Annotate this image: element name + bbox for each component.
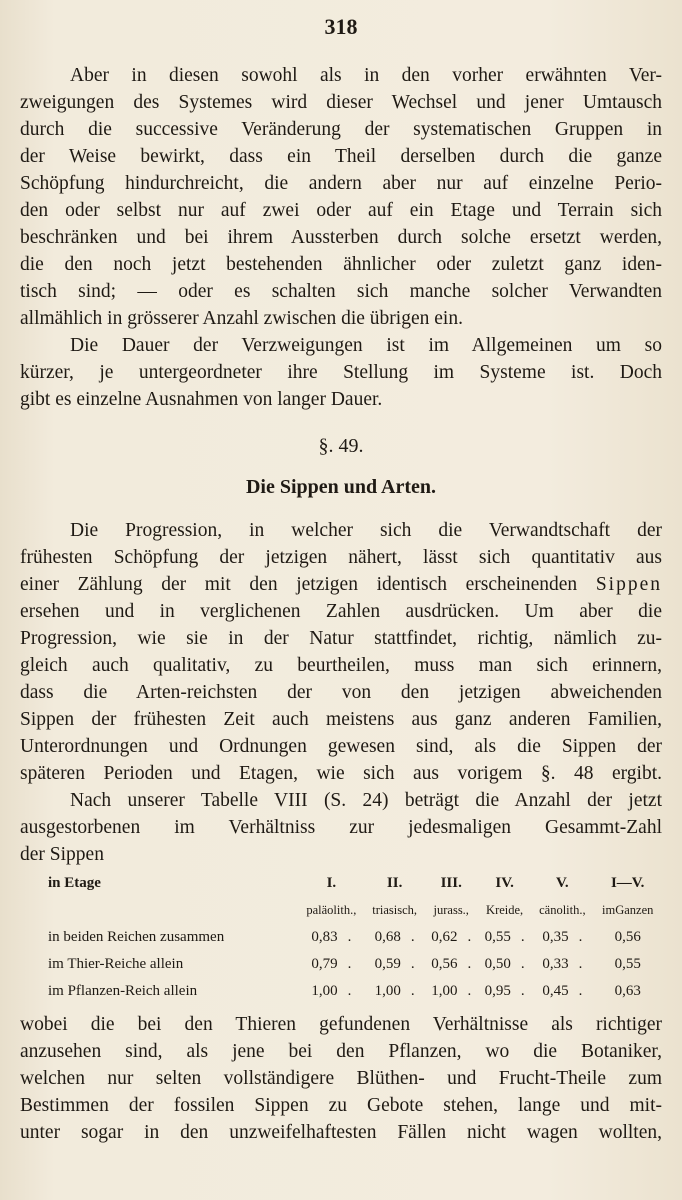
column-header: IV.: [495, 875, 514, 891]
row-label: im Pflanzen-Reich allein: [48, 983, 198, 999]
ratio-table: [20, 870, 662, 1005]
table-cell: 0,55 .: [484, 929, 525, 945]
table-cell: 0,95 .: [484, 983, 525, 999]
column-subheader: Kreide,: [486, 903, 524, 917]
text-line: gibt es einzelne Ausnahmen von langer Dauer.: [20, 389, 383, 410]
spaced-word: Sippen: [595, 574, 662, 595]
text-line: Unterordnungen und Ordnungen gewesen sind, als die Sippen der: [20, 736, 662, 757]
text-line: Nach unserer Tabelle VIII (S. 24) beträgt die Anzahl der jetzt: [70, 790, 662, 811]
table-cell: 0,33 .: [542, 956, 583, 972]
column-header: I.: [326, 875, 337, 891]
page-body: [20, 62, 662, 1146]
value-separator: .: [520, 956, 525, 972]
table-cell: 0,83 .: [311, 929, 352, 945]
table-row: [20, 978, 662, 1005]
value-separator: .: [347, 956, 352, 972]
page-number: 318: [324, 14, 358, 39]
table-cell: 0,59 .: [374, 956, 415, 972]
table-cell: 1,00 .: [431, 983, 472, 999]
column-subheader: paläolith.,: [306, 903, 357, 917]
text-line: frühesten Schöpfung der jetzigen nähert, lässt sich quantitativ aus: [20, 547, 662, 568]
table-row: [20, 924, 662, 951]
table-cell: 0,63: [614, 983, 641, 999]
text-line: anzusehen sind, als jene bei den Pflanzen, wo die Botaniker,: [20, 1041, 662, 1062]
section-title: Die Sippen und Arten.: [245, 476, 437, 498]
text-line: beschränken und bei ihrem Aussterben durch solche ersetzt werden,: [20, 227, 662, 248]
text-line: unter sogar in den unzweifelhaftesten Fällen nicht wagen wollten,: [20, 1122, 662, 1143]
text-line: Die Progression, in welcher sich die Verwandtschaft der: [70, 520, 662, 541]
paragraph-4: [20, 787, 662, 868]
column-subheader: jurass.,: [433, 903, 469, 917]
column-header: II.: [386, 875, 403, 891]
text-line: dass die Arten-reichsten der von den jetzigen abweichenden: [20, 682, 662, 703]
paragraph-1: [20, 62, 662, 332]
table-header-label: in Etage: [48, 875, 101, 891]
row-label: im Thier-Reiche allein: [48, 956, 184, 972]
value-separator: .: [410, 956, 415, 972]
table-header-row: [20, 870, 662, 897]
text-line: Bestimmen der fossilen Sippen zu Gebote stehen, lange und mit-: [20, 1095, 662, 1116]
text-line-with-spaced-word: [20, 571, 662, 598]
row-label: in beiden Reichen zusammen: [48, 929, 225, 945]
table-cell: 0,68 .: [374, 929, 415, 945]
table-cell: 0,35 .: [542, 929, 583, 945]
table-cell: 0,56 .: [431, 956, 472, 972]
value-separator: .: [467, 956, 472, 972]
text-line: allmählich in grösserer Anzahl zwischen die übrigen ein.: [20, 308, 463, 329]
column-subheader: cänolith.,: [539, 903, 586, 917]
column-header: V.: [556, 875, 569, 891]
value-separator: .: [578, 929, 583, 945]
text-line: wobei die bei den Thieren gefundenen Verhältnisse als richtiger: [20, 1014, 662, 1035]
table-cell: 0,56: [614, 929, 641, 945]
text-line: den oder selbst nur auf zwei oder auf ein Etage und Terrain sich: [20, 200, 662, 221]
paragraph-3: [20, 517, 662, 787]
text-line: Sippen der frühesten Zeit auch meistens aus ganz anderen Familien,: [20, 709, 662, 730]
paragraph-5: [20, 1011, 662, 1146]
column-subheader: imGanzen: [602, 903, 654, 917]
text-line: späteren Perioden und Etagen, wie sich aus vorigem §. 48 ergibt.: [20, 763, 662, 784]
value-separator: .: [578, 983, 583, 999]
column-header: III.: [440, 875, 462, 891]
text-line: ersehen und in verglichenen Zahlen ausdrücken. Um aber die: [20, 601, 662, 622]
text-line: tisch sind; — oder es schalten sich manche solcher Verwandten: [20, 281, 662, 302]
value-separator: .: [410, 983, 415, 999]
value-separator: .: [520, 983, 525, 999]
text-line: der Sippen: [20, 844, 104, 865]
text-line: Aber in diesen sowohl als in den vorher erwähnten Ver-: [70, 65, 662, 86]
value-separator: .: [578, 956, 583, 972]
text-line: ausgestorbenen im Verhältniss zur jedesmaligen Gesammt-Zahl: [20, 817, 662, 838]
table-cell: 1,00 .: [311, 983, 352, 999]
text-fragment: einer Zählung der mit den jetzigen identisch erscheinenden: [20, 574, 578, 595]
value-separator: .: [467, 983, 472, 999]
table-cell: 0,50 .: [484, 956, 525, 972]
text-line: welchen nur selten vollständigere Blüthen- und Frucht-Theile zum: [20, 1068, 662, 1089]
section-number: §. 49.: [318, 435, 364, 457]
table-subheader-row: [20, 897, 662, 924]
value-separator: .: [520, 929, 525, 945]
text-line: durch die successive Veränderung der systematischen Gruppen in: [20, 119, 662, 140]
column-subheader: triasisch,: [372, 903, 418, 917]
value-separator: .: [347, 983, 352, 999]
table-cell: 0,62 .: [431, 929, 472, 945]
value-separator: .: [347, 929, 352, 945]
text-line: zweigungen des Systemes wird dieser Wechsel und jener Umtausch: [20, 92, 662, 113]
table-cell: 0,79 .: [311, 956, 352, 972]
column-header: I—V.: [610, 875, 645, 891]
text-line: gleich auch qualitativ, zu beurtheilen, muss man sich erinnern,: [20, 655, 662, 676]
text-line: die den noch jetzt bestehenden ähnlicher oder zuletzt ganz iden-: [20, 254, 662, 275]
value-separator: .: [467, 929, 472, 945]
text-line: kürzer, je untergeordneter ihre Stellung im Systeme ist. Doch: [20, 362, 662, 383]
text-line: Schöpfung hindurchreicht, die andern aber nur auf einzelne Perio-: [20, 173, 662, 194]
text-line: Progression, wie sie in der Natur stattfindet, richtig, nämlich zu-: [20, 628, 662, 649]
text-line: Die Dauer der Verzweigungen ist im Allgemeinen um so: [70, 335, 662, 356]
paragraph-2: [20, 332, 662, 413]
text-line: der Weise bewirkt, dass ein Theil derselben durch die ganze: [20, 146, 662, 167]
table-cell: 0,55: [614, 956, 641, 972]
table-cell: 0,45 .: [542, 983, 583, 999]
table-cell: 1,00 .: [374, 983, 415, 999]
value-separator: .: [410, 929, 415, 945]
table-row: [20, 951, 662, 978]
